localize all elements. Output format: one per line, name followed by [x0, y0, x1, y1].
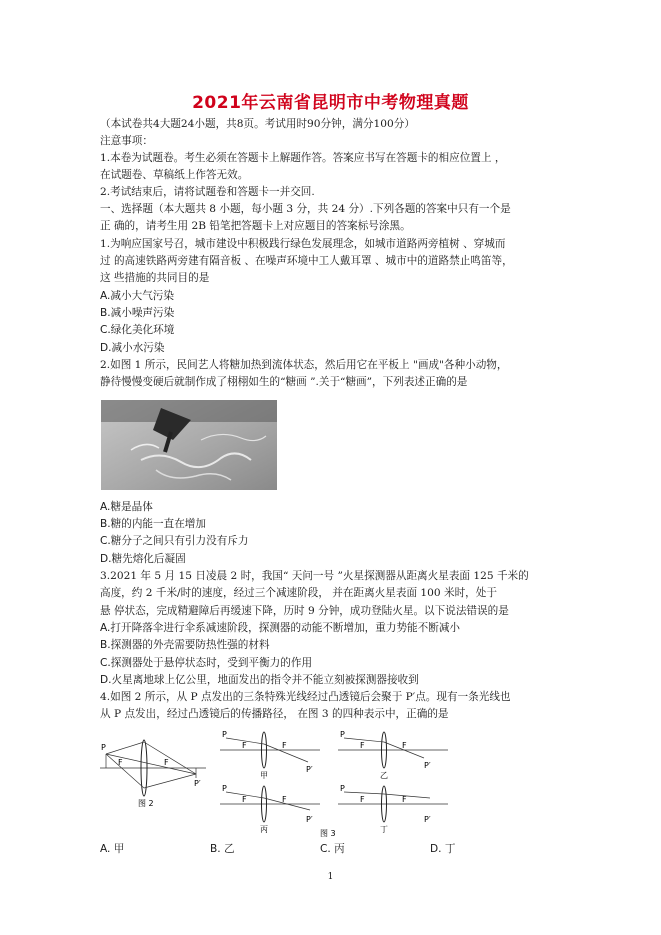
q2-option-a: A.糖是晶体 [100, 501, 153, 513]
fig2-label-f-left: F [118, 758, 123, 767]
q3-stem-line-2: 高度，约 2 千米/时的速度，经过三个减速阶段， 并在距离火星表面 100 米时，处于 [100, 587, 497, 599]
q2-option-b: B.糖的内能一直在增加 [100, 518, 206, 530]
note-1-line-1: 1.本卷为试题卷。考生必须在答题卡上解题作答。答案应书写在答题卡的相应位置上 ， [100, 152, 506, 164]
q4-option-b: B. 乙 [210, 843, 235, 855]
fig3-d-f-right: F [402, 795, 407, 804]
fig2-caption: 图 2 [138, 799, 154, 808]
q1-option-b: B.减小噪声污染 [100, 307, 175, 319]
q1-stem-line-3: 这 些措施的共同目的是 [100, 272, 210, 284]
fig3-c-f-right: F [282, 795, 287, 804]
q4-stem-line-1: 4.如图 2 所示，从 P 点发出的三条特殊光线经过凸透镜后会聚于 P′点。现有一条光线也 [100, 691, 511, 703]
note-1-line-2: 在试题卷、草稿纸上作答无效。 [100, 169, 249, 181]
q4-option-c: C. 丙 [320, 843, 345, 855]
q3-stem-line-3: 悬 停状态，完成精避障后再缓速下降，历时 9 分钟，成功登陆火星。以下说法错误的是 [100, 605, 509, 617]
fig3-b-p-prime: P′ [424, 761, 431, 770]
fig3-d-p-prime: P′ [424, 815, 431, 824]
fig3-b-f-right: F [402, 741, 407, 750]
notes-heading: 注意事项： [100, 135, 153, 147]
figure-3-lens-options [220, 728, 450, 838]
q1-option-d: D.减小水污染 [100, 342, 165, 354]
fig2-label-p: P [101, 743, 106, 752]
fig3-label-jia: 甲 [260, 771, 268, 780]
page-title: 2021年云南省昆明市中考物理真题 [192, 93, 469, 113]
fig3-label-ding: 丁 [380, 825, 388, 834]
fig3-d-p: P [340, 784, 345, 793]
q3-option-d: D.火星离地球上亿公里，地面发出的指令并不能立刻被探测器接收到 [100, 674, 419, 686]
q1-option-a: A.减小大气污染 [100, 290, 174, 302]
q2-option-d: D.糖先熔化后凝固 [100, 553, 186, 565]
q1-option-c: C.绿化美化环境 [100, 324, 175, 336]
q3-option-a: A.打开降落伞进行伞系减速阶段，探测器的动能不断增加，重力势能不断减小 [100, 622, 461, 634]
section-1-line-2: 正 确的，请考生用 2B 铅笔把答题卡上对应题目的答案标号涂黑。 [100, 220, 411, 232]
fig3-label-yi: 乙 [380, 771, 388, 780]
q4-option-a: A. 甲 [100, 843, 125, 855]
fig3-b-f-left: F [360, 741, 365, 750]
q1-stem-line-1: 1.为响应国家号召，城市建设中积极践行绿色发展理念，如城市道路两旁植树 、穿城而 [100, 238, 506, 250]
q4-option-d: D. 丁 [430, 843, 456, 855]
fig3-a-p: P [222, 730, 227, 739]
page-number: 1 [327, 872, 334, 882]
fig3-c-f-left: F [242, 795, 247, 804]
figure-1-sugar-painting-photo [101, 400, 277, 490]
fig3-caption: 图 3 [320, 829, 336, 838]
fig3-a-f-left: F [242, 741, 247, 750]
section-1-line-1: 一、选择题（本大题共 8 小题，每小题 3 分，共 24 分）.下列各题的答案中只有一个是 [100, 203, 511, 215]
q1-stem-line-2: 过 的高速铁路两旁建有隔音板 、在噪声环境中工人戴耳罩 、城市中的道路禁止鸣笛等， [100, 255, 513, 267]
fig3-b-p: P [340, 730, 345, 739]
q3-stem-line-1: 3.2021 年 5 月 15 日凌晨 2 时，我国“ 天问一号 ”火星探测器从距离火星表面 125 千米的 [100, 570, 529, 582]
q3-option-b: B.探测器的外壳需要防热性强的材料 [100, 639, 270, 651]
exam-info: （本试卷共4大题24小题，共8页。考试用时90分钟，满分100分） [100, 118, 415, 130]
q3-option-c: C.探测器处于悬停状态时，受到平衡力的作用 [100, 657, 313, 669]
fig3-c-p: P [222, 784, 227, 793]
fig3-a-p-prime: P′ [306, 765, 313, 774]
q2-stem-line-1: 2.如图 1 所示，民间艺人将糖加热到流体状态，然后用它在平板上 "画成"各种小动物， [100, 359, 508, 371]
fig3-label-bing: 丙 [260, 825, 268, 834]
q4-stem-line-2: 从 P 点发出，经过凸透镜后的传播路径， 在图 3 的四种表示中，正确的是 [100, 708, 449, 720]
figure-2-lens-diagram [98, 730, 208, 810]
fig2-label-p-prime: P′ [194, 779, 201, 788]
note-2: 2.考试结束后，请将试题卷和答题卡一并交回. [100, 186, 315, 198]
q2-option-c: C.糖分子之间只有引力没有斥力 [100, 535, 249, 547]
fig2-label-f-right: F [164, 758, 169, 767]
fig3-a-f-right: F [282, 741, 287, 750]
fig3-d-f-left: F [360, 795, 365, 804]
fig3-c-p-prime: P′ [306, 815, 313, 824]
q2-stem-line-2: 静待慢慢变硬后就制作成了栩栩如生的“糖画 ”.关于“糖画”，下列表述正确的是 [100, 376, 468, 388]
